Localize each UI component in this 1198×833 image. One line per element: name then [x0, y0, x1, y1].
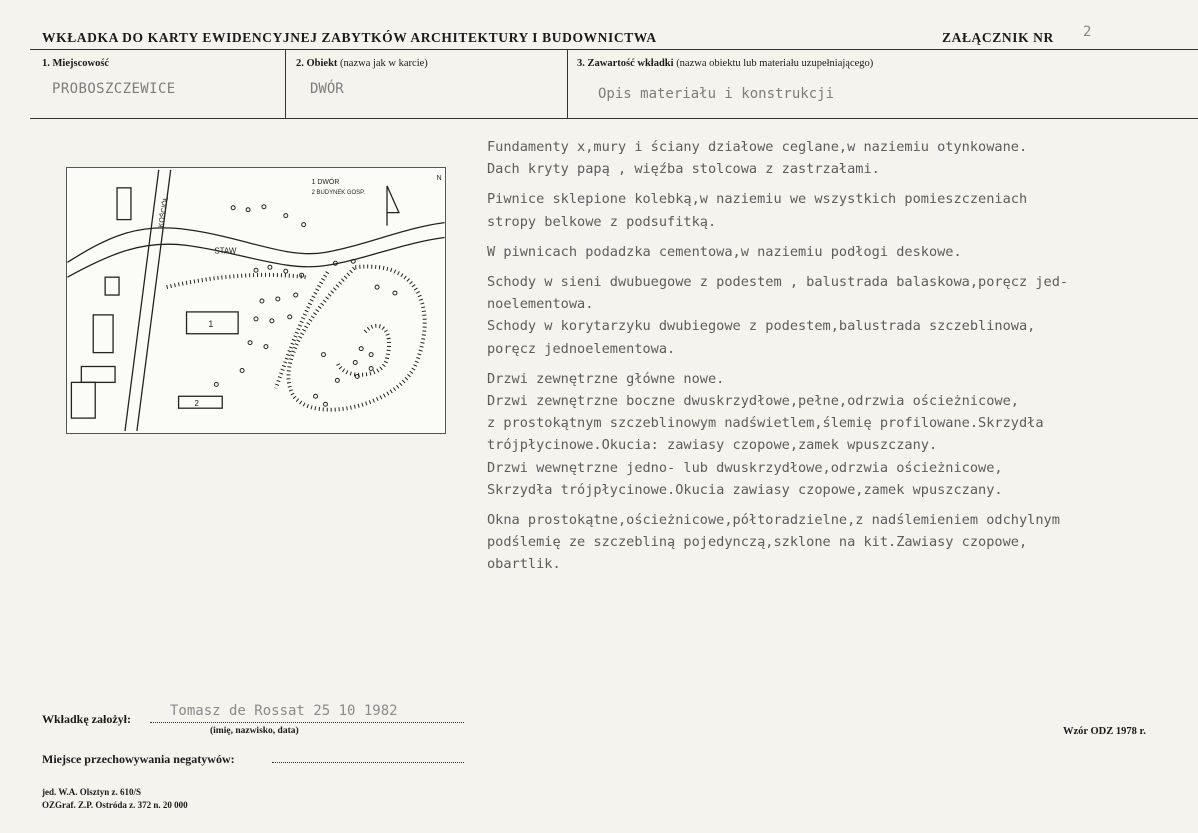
para-cellars [487, 188, 1187, 232]
legend-manor: 1 DWÓR [311, 178, 340, 186]
negatives-storage-line [272, 762, 464, 763]
manor-mark: 1 [208, 318, 214, 329]
pond-label: STAW [214, 246, 237, 256]
text-line: noelementowa. [487, 296, 594, 313]
field-3-label-hint: (nazwa obiektu lub materiału uzupełniającego) [676, 58, 874, 69]
building-left-2 [105, 277, 119, 295]
building-left-4 [81, 367, 115, 383]
print-info-1: jed. W.A. Olsztyn z. 610/S [42, 787, 142, 797]
text-line: poręcz jednoelementowa. [487, 340, 676, 357]
text-line: stropy belkowe z podsufitką. [487, 213, 717, 230]
description-body [487, 136, 1187, 584]
para-floors [487, 241, 1187, 263]
north-arrow [387, 186, 399, 226]
print-info-2: OZGraf. Z.P. Ostróda z. 372 n. 20 000 [42, 800, 188, 810]
field-3-label-main: 3. Zawartość wkładki [577, 58, 674, 69]
text-line: Dach kryty papą , więźba stolcowa z zastrzałami. [487, 161, 880, 178]
text-line: Skrzydła trójpłycinowe.Okucia zawiasy czopowe,zamek wpuszczany. [487, 481, 1003, 498]
field-2-label-main: 2. Obiekt [296, 58, 338, 69]
created-by-label: Wkładkę założył: [42, 712, 131, 726]
insert-content-value: Opis materiału i konstrukcji [598, 86, 835, 102]
object-value: DWÓR [310, 81, 344, 97]
text-line: W piwnicach podadzka cementowa,w naziemiu podłogi deskowe. [487, 243, 962, 260]
text-line: Okna prostokątne,ościeżnicowe,półtoradzielne,z nadślemieniem odchylnym [487, 512, 1060, 529]
text-line: podślemię ze szczebliną pojedynczą,szklone na kit.Zawiasy czopowe, [487, 534, 1028, 551]
slope-hatch-2 [276, 272, 328, 388]
tree-group [214, 205, 397, 406]
legend-farm: 2 BUDYNEK GOSP. [311, 189, 365, 196]
fields-divider [30, 118, 1198, 119]
text-line: Drzwi zewnętrzne główne nowe. [487, 370, 725, 387]
text-line: Schody w korytarzyku dwubiegowe z podestem,balustrada szczeblinowa, [487, 318, 1036, 335]
para-windows [487, 509, 1187, 576]
text-line: z prostokątnym szczeblinowym nadświetlem,ślemię profilowane.Skrzydła [487, 415, 1044, 432]
text-line: Drzwi wewnętrzne jedno- lub dwuskrzydłowe,odrzwia ościeżnicowe, [487, 459, 1003, 476]
text-line: Schody w sieni dwubuegowe z podestem , balustrada balaskowa,poręcz jed- [487, 274, 1069, 291]
road-label: KOŚCIÓŁ [157, 196, 171, 228]
field-2-label [296, 58, 428, 69]
site-plan-drawing [67, 168, 445, 433]
text-line: Piwnice sklepione kolebką,w naziemiu we wszystkich pomieszczeniach [487, 191, 1028, 208]
para-foundations [487, 136, 1187, 180]
text-line: Fundamenty x,mury i ściany działowe ceglane,w naziemiu otynkowane. [487, 139, 1028, 155]
slope-hatch-inner [337, 326, 389, 375]
slope-hatch-1 [167, 275, 306, 287]
farm-building [179, 396, 223, 408]
locality-value: PROBOSZCZEWICE [52, 81, 176, 97]
building-left-3 [93, 315, 113, 353]
text-line: Drzwi zewnętrzne boczne dwuskrzydłowe,pełne,odrzwia ościeżnicowe, [487, 393, 1019, 410]
annex-number: 2 [1083, 24, 1092, 40]
field-1-label: 1. Miejscowość [42, 58, 110, 69]
para-stairs [487, 271, 1187, 360]
template-note: Wzór ODZ 1978 r. [1063, 726, 1146, 737]
slope-hatch-3 [288, 267, 424, 410]
text-line: trójpłycinowe.Okucia: zawiasy czopowe,zamek wpuszczany. [487, 437, 938, 454]
pond-edge-bottom [67, 237, 444, 277]
corner-mark: N [436, 174, 442, 182]
negatives-storage-label: Miejsce przechowywania negatywów: [42, 752, 235, 766]
para-doors [487, 368, 1187, 501]
building-left-1 [117, 188, 131, 220]
pond-edge-top [67, 223, 444, 263]
field-3-label [577, 58, 873, 69]
created-by-value: Tomasz de Rossat 25 10 1982 [170, 703, 398, 719]
annex-label: ZAŁĄCZNIK NR [942, 30, 1054, 45]
field-2-label-hint: (nazwa jak w karcie) [340, 58, 428, 69]
building-left-5 [71, 382, 95, 418]
field-separator-2 [567, 49, 568, 118]
site-plan-sketch [66, 167, 446, 434]
created-by-caption: (imię, nazwisko, data) [210, 726, 299, 736]
created-by-line [150, 722, 464, 723]
farm-building-mark: 2 [194, 399, 199, 409]
header-divider [30, 49, 1198, 50]
field-separator-1 [285, 49, 286, 118]
text-line: obartlik. [487, 556, 561, 573]
form-title: WKŁADKA DO KARTY EWIDENCYJNEJ ZABYTKÓW ARCHITEKTURY I BUDOWNICTWA [42, 30, 657, 45]
